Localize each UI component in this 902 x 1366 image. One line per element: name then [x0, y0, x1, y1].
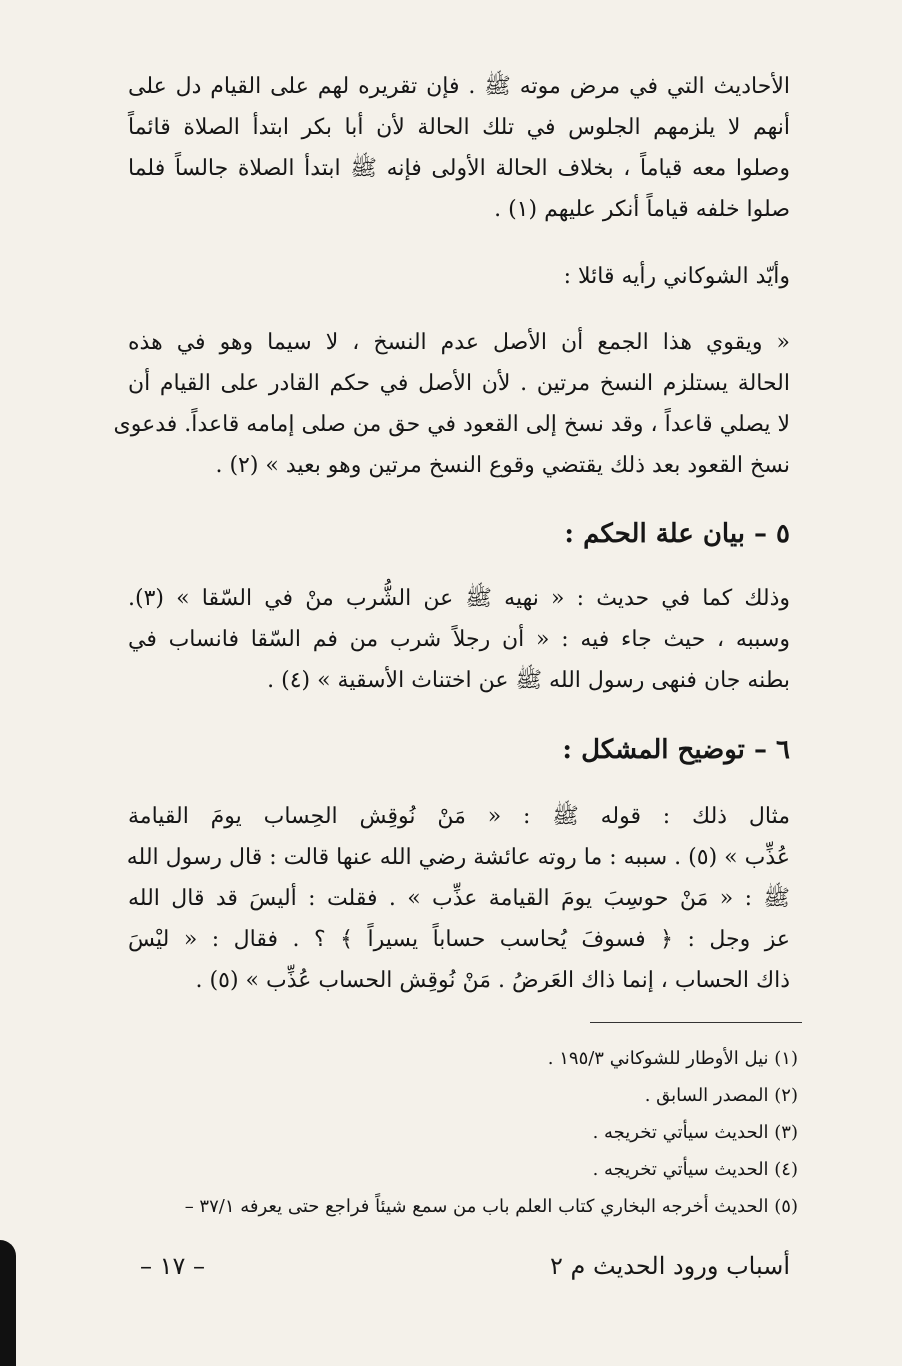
- paragraph-shawkani-quote: [113, 322, 790, 486]
- text-line: بطنه جان فنهى رسول الله ﷺ عن اختناث الأسقية » (٤) .: [267, 668, 790, 693]
- text-line: صلوا خلفه قياماً أنكر عليهم (١) .: [494, 197, 790, 222]
- footnote-item: (٣) الحديث سيأتي تخريجه .: [592, 1122, 798, 1143]
- text-line: ذاك الحساب ، إنما ذاك العَرضُ . مَنْ نُوقِش الحساب عُذِّب » (٥) .: [195, 968, 790, 993]
- paragraph-section-5: [128, 578, 790, 701]
- paragraph-shawkani-intro: [128, 256, 790, 297]
- page-footer: [140, 1252, 790, 1292]
- scan-edge-shadow: [0, 1240, 16, 1366]
- footnote-separator: [590, 1022, 802, 1023]
- section-heading-5: ٥ – بيان علة الحكم :: [564, 519, 790, 549]
- text-line: عز وجل : ﴿ فسوفَ يُحاسب حساباً يسيراً ﴾ ؟ . فقال : « ليْسَ: [128, 927, 790, 952]
- text-line: الأحاديث التي في مرض موته ﷺ . فإن تقريره لهم على القيام دل على: [128, 74, 790, 99]
- footnote-item: (٢) المصدر السابق .: [644, 1085, 798, 1106]
- text-line: مثال ذلك : قوله ﷺ : « مَنْ نُوقِش الحِساب يومَ القيامة: [128, 804, 790, 829]
- footnote-item: (٥) الحديث أخرجه البخاري كتاب العلم باب من سمع شيئاً فراجع حتى يعرفه ٣٧/١ –: [184, 1196, 798, 1217]
- footnotes: [98, 1040, 798, 1225]
- text-line: « ويقوي هذا الجمع أن الأصل عدم النسخ ، لا سيما وهو في هذه: [128, 330, 790, 355]
- running-title: أسباب ورود الحديث م ٢: [550, 1252, 790, 1280]
- page-number: – ١٧ –: [140, 1252, 206, 1280]
- text-line: الحالة يستلزم النسخ مرتين . لأن الأصل في حكم القادر على القيام أن: [128, 371, 790, 396]
- text-line: أنهم لا يلزمهم الجلوس في تلك الحالة لأن أبا بكر ابتدأ الصلاة قائماً: [128, 115, 790, 140]
- paragraph-continuation: [128, 66, 790, 230]
- section-heading-6: ٦ – توضيح المشكل :: [562, 735, 790, 765]
- text-line: وصلوا معه قياماً ، بخلاف الحالة الأولى فإنه ﷺ ابتدأ الصلاة جالساً فلما: [128, 156, 790, 181]
- text-line: نسخ القعود بعد ذلك يقتضي وقوع النسخ مرتين وهو بعيد » (٢) .: [215, 453, 790, 478]
- text-line: عُذِّب » (٥) . سببه : ما روته عائشة رضي الله عنها قالت : قال رسول الله: [126, 845, 790, 870]
- paragraph-section-6: [128, 796, 790, 1001]
- text-line: ﷺ : « مَنْ حوسِبَ يومَ القيامة عذِّب » . فقلت : أليسَ قد قال الله: [128, 886, 790, 911]
- text-line: وسببه ، حيث جاء فيه : « أن رجلاً شرب من فم السّقا فانساب في: [128, 627, 790, 652]
- footnote-item: (١) نيل الأوطار للشوكاني ١٩٥/٣ .: [547, 1048, 798, 1069]
- footnote-item: (٤) الحديث سيأتي تخريجه .: [592, 1159, 798, 1180]
- text-line: وأيّد الشوكاني رأيه قائلا :: [563, 264, 790, 289]
- text-line: لا يصلي قاعداً ، وقد نسخ إلى القعود في حق من صلى إمامه قاعداً. فدعوى: [113, 412, 790, 437]
- text-line: وذلك كما في حديث : « نهيه ﷺ عن الشُّرب منْ في السّقا » (٣).: [128, 586, 790, 611]
